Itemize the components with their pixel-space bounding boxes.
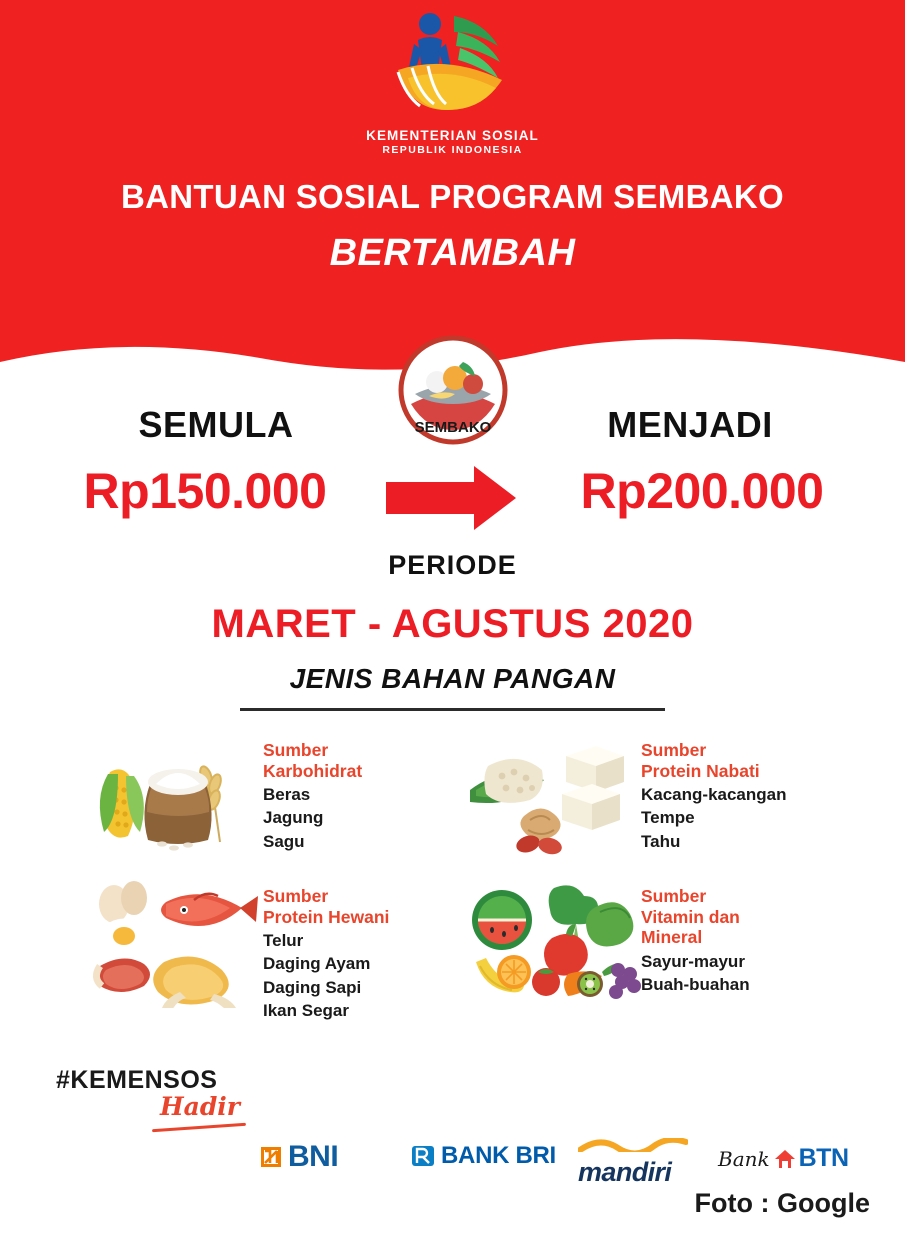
periode-label: PERIODE <box>388 550 517 580</box>
food-category-text <box>263 878 389 1022</box>
bank-logo-mandiri <box>578 1138 688 1188</box>
right-arrow-icon <box>386 464 518 532</box>
btn-label: BTN <box>798 1144 849 1172</box>
section-divider <box>240 708 665 711</box>
sembako-badge-icon <box>389 334 517 452</box>
food-category-protein-hewani <box>88 878 389 1022</box>
tempe-tofu-peanut-icon <box>466 732 641 862</box>
photo-credit: Foto : Google <box>694 1188 870 1218</box>
category-title-line2: Vitamin dan <box>641 906 740 927</box>
category-item-list <box>641 950 750 996</box>
bni-label: BNI <box>288 1140 339 1173</box>
bni-logo-icon <box>258 1144 284 1170</box>
food-category-text <box>641 878 750 1008</box>
semula-label: SEMULA <box>138 404 294 445</box>
category-title-line1: Sumber <box>641 740 707 760</box>
btn-logo-icon <box>774 1148 796 1170</box>
list-item: Kacang-kacangan <box>641 785 787 805</box>
food-category-vitamin-mineral <box>466 878 750 1008</box>
list-item: Beras <box>263 785 311 805</box>
fruits-vegetables-icon <box>466 878 641 1008</box>
btn-prefix-label: Bank <box>718 1146 770 1171</box>
menjadi-label: MENJADI <box>607 404 773 445</box>
list-item: Ikan Segar <box>263 1000 349 1020</box>
list-item: Daging Ayam <box>263 954 371 974</box>
section-title-jenis-bahan-pangan: JENIS BAHAN PANGAN <box>289 663 616 694</box>
food-category-protein-nabati <box>466 732 787 862</box>
bri-label: BANK BRI <box>441 1142 556 1169</box>
bank-logo-bri <box>410 1142 556 1170</box>
egg-fish-chicken-meat-icon <box>88 878 263 1008</box>
category-title-line1: Sumber <box>641 886 707 906</box>
ministry-name-line1: KEMENTERIAN SOSIAL <box>366 128 539 143</box>
category-title-line1: Sumber <box>263 886 329 906</box>
food-category-text <box>641 732 787 862</box>
ministry-name-line2: REPUBLIK INDONESIA <box>382 144 523 156</box>
bank-logo-bni <box>258 1140 338 1174</box>
hashtag-kemensos: #KEMENSOS <box>56 1066 218 1094</box>
kemensos-logo-icon <box>368 8 538 126</box>
category-item-list <box>263 783 362 852</box>
list-item: Daging Sapi <box>263 977 362 997</box>
list-item: Buah-buahan <box>641 975 750 995</box>
svg-text:SEMBAKO: SEMBAKO <box>414 419 491 436</box>
category-title-line2: Karbohidrat <box>263 760 363 781</box>
hadir-underline <box>152 1123 246 1133</box>
semula-value: Rp150.000 <box>83 463 327 519</box>
category-title-line3: Mineral <box>641 927 703 948</box>
menjadi-value: Rp200.000 <box>580 463 824 519</box>
list-item: Jagung <box>263 808 324 828</box>
bri-logo-icon <box>410 1143 436 1169</box>
category-title-line2: Protein Nabati <box>641 760 760 781</box>
bank-logo-row <box>258 1136 878 1187</box>
list-item: Sayur-mayur <box>641 951 745 971</box>
mandiri-logo-icon <box>578 1138 688 1157</box>
category-item-list <box>641 783 787 852</box>
poster-title-line2: BERTAMBAH <box>329 232 576 274</box>
list-item: Tempe <box>641 808 695 828</box>
corn-rice-wheat-icon <box>88 732 263 862</box>
food-category-text <box>263 732 362 862</box>
bank-logo-btn <box>718 1144 849 1173</box>
list-item: Sagu <box>263 831 305 851</box>
periode-value: MARET - AGUSTUS 2020 <box>211 602 694 646</box>
category-title-line1: Sumber <box>263 740 329 760</box>
list-item: Tahu <box>641 831 681 851</box>
hadir-script-text: Hadir <box>160 1092 240 1121</box>
mandiri-label: mandiri <box>578 1157 672 1187</box>
food-category-karbohidrat <box>88 732 362 862</box>
poster-title-line1: BANTUAN SOSIAL PROGRAM SEMBAKO <box>121 178 784 215</box>
list-item: Telur <box>263 931 304 951</box>
category-item-list <box>263 929 389 1021</box>
food-category-grid <box>0 726 905 1036</box>
ministry-logo-block <box>0 8 905 156</box>
category-title-line2: Protein Hewani <box>263 906 390 927</box>
